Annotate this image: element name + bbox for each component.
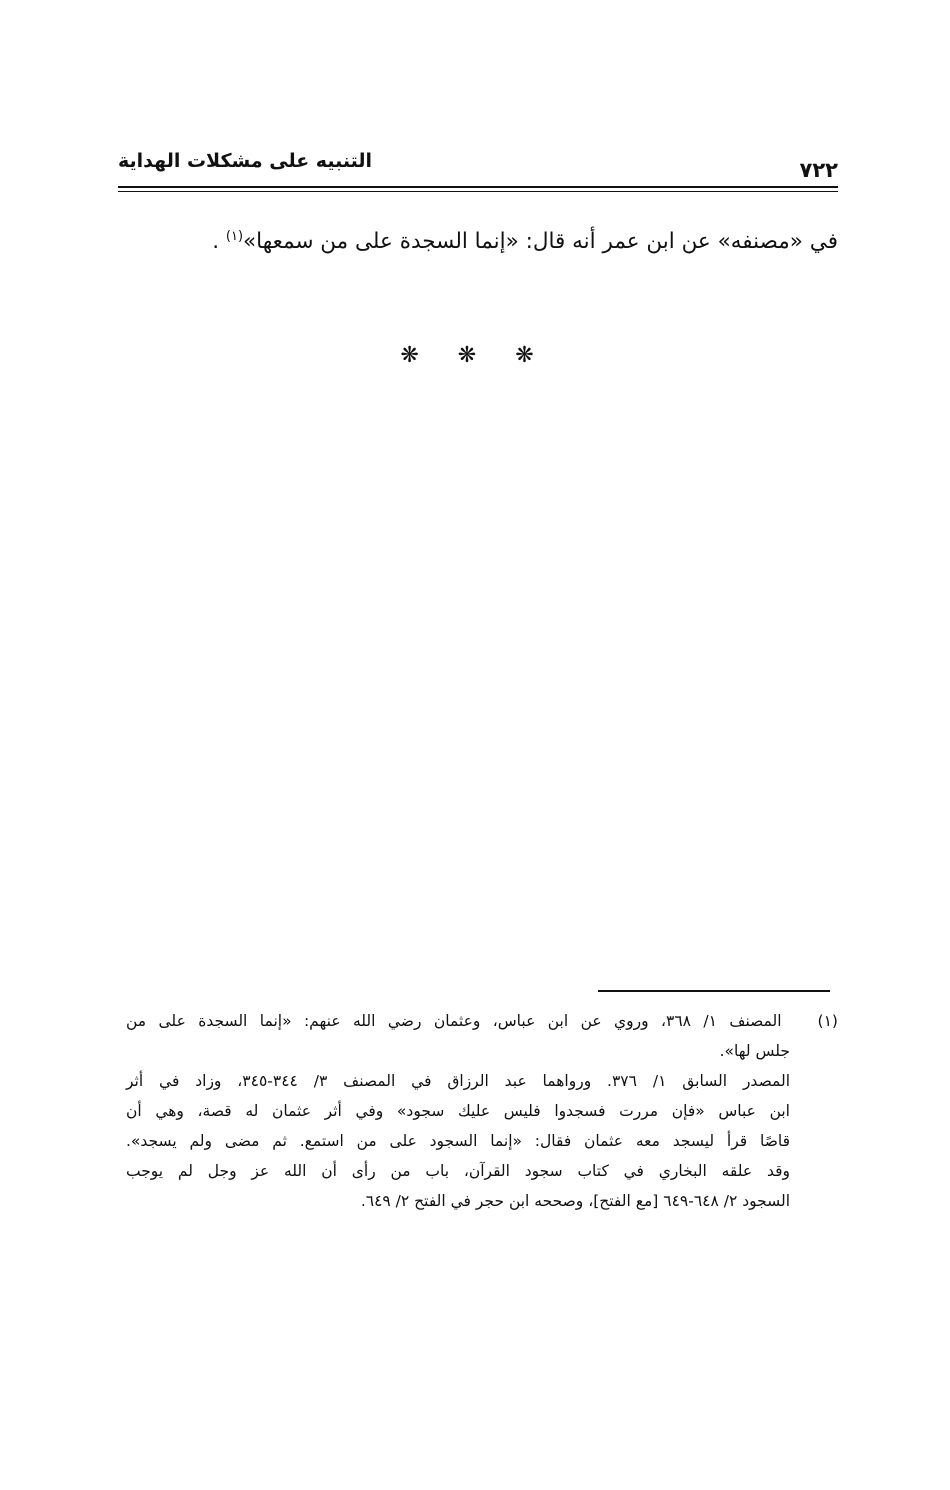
footnote-rule — [598, 990, 830, 992]
footnote-number: (١) — [817, 1012, 838, 1030]
footnote-line — [126, 1156, 838, 1186]
footnote-line — [126, 1036, 838, 1066]
section-separator: ❋ ❋ ❋ — [400, 343, 550, 368]
footnote-text: جلس لها». — [719, 1042, 790, 1060]
footnote-reference: (١) — [225, 228, 244, 244]
footnote-text: ابن عباس «فإن مررت فسجدوا فليس عليك سجود» وفي أثر عثمان له قصة، وهي أن — [126, 1102, 790, 1120]
header-rule-thin — [118, 191, 838, 192]
main-text-end: . — [212, 229, 220, 254]
header-rule-thick — [118, 186, 838, 188]
page-header — [118, 148, 838, 184]
footnote-text: السجود ٢/ ٦٤٨-٦٤٩ [مع الفتح]، وصححه ابن حجر في الفتح ٢/ ٦٤٩. — [360, 1192, 790, 1210]
footnote-text: وقد علقه البخاري في كتاب سجود القرآن، باب من رأى أن الله عز وجل لم يوجب — [126, 1162, 790, 1180]
footnote-line — [126, 1006, 838, 1036]
footnote-line — [126, 1096, 838, 1126]
running-title: التنبيه على مشكلات الهداية — [118, 150, 372, 172]
footnote-text: قاصًا قرأ ليسجد معه عثمان فقال: «إنما السجود على من استمع. ثم مضى ولم يسجد». — [126, 1132, 790, 1150]
footnote-line — [126, 1186, 838, 1216]
footnote-line — [126, 1126, 838, 1156]
main-text — [150, 222, 838, 262]
page-number: ٧٢٢ — [799, 158, 838, 182]
footnote-line — [126, 1066, 838, 1096]
footnote-text: المصدر السابق ١/ ٣٧٦. ورواهما عبد الرزاق في المصنف ٣/ ٣٤٤-٣٤٥، وزاد في أثر — [126, 1072, 790, 1090]
main-text-line: في «مصنفه» عن ابن عمر أنه قال: «إنما السجدة على من سمعها» — [243, 229, 838, 254]
footnote-text: المصنف ١/ ٣٦٨، وروي عن ابن عباس، وعثمان رضي الله عنهم: «إنما السجدة على من — [126, 1012, 782, 1030]
footnotes — [126, 1006, 838, 1216]
